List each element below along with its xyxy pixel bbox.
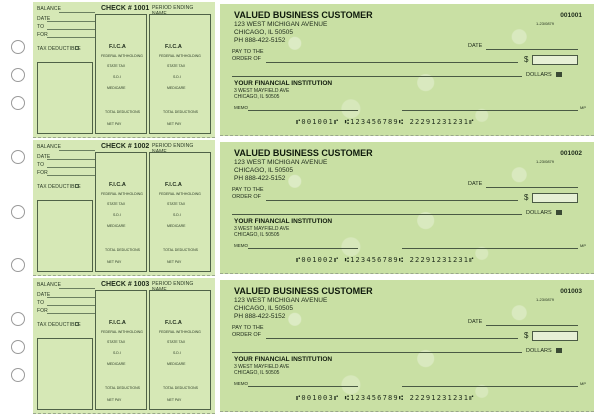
memo-label: MEMO xyxy=(234,381,248,386)
payee-line[interactable] xyxy=(266,62,518,63)
customer-name: VALUED BUSINESS CUSTOMER xyxy=(234,10,373,20)
micr-line: ⑈001003⑈ ⑆123456789⑆ 22291231231⑈ xyxy=(296,394,475,402)
stub-net-pay-label-2: NET PAY xyxy=(167,122,182,126)
pay-to-label: PAY TO THE xyxy=(232,49,264,55)
stub-period-ending-label: PERIOD ENDING xyxy=(152,5,194,11)
date-label: DATE xyxy=(468,43,483,49)
customer-address-2: CHICAGO, IL 50505 xyxy=(234,29,294,36)
signature-line[interactable] xyxy=(402,110,578,111)
stub-grid-right xyxy=(149,290,211,410)
stub-fica-label-2: F.I.C.A xyxy=(165,44,182,50)
binder-hole xyxy=(11,96,25,110)
date-line[interactable] xyxy=(486,187,578,188)
customer-address-2: CHICAGO, IL 50505 xyxy=(234,305,294,312)
currency-symbol: $ xyxy=(524,55,529,64)
lock-icon xyxy=(556,348,562,353)
customer-address-1: 123 WEST MICHIGAN AVENUE xyxy=(234,159,328,166)
order-of-label: ORDER OF xyxy=(232,194,262,200)
stub-medicare-label: MEDICARE xyxy=(107,224,126,228)
stub-balance-label: BALANCE xyxy=(37,144,62,150)
customer-phone: PH 888-422-5152 xyxy=(234,313,286,320)
stub-grid-left xyxy=(95,290,147,410)
dollars-label: DOLLARS xyxy=(526,210,552,216)
bank-address-2: CHICAGO, IL 50505 xyxy=(234,94,280,100)
binder-hole xyxy=(11,68,25,82)
customer-name: VALUED BUSINESS CUSTOMER xyxy=(234,148,373,158)
bank-address-1: 3 WEST MAYFIELD AVE xyxy=(234,88,290,94)
stub-total-deductions-label-2: TOTAL DEDUCTIONS xyxy=(163,386,198,390)
payee-line[interactable] xyxy=(266,338,518,339)
amount-box[interactable] xyxy=(532,331,578,341)
stub-net-pay-label: NET PAY xyxy=(107,122,122,126)
stub-total-deductions-label-2: TOTAL DEDUCTIONS xyxy=(163,110,198,114)
memo-label: MEMO xyxy=(234,243,248,248)
tax-deductible-checkbox[interactable] xyxy=(75,322,79,326)
stub-period-ending-label: PERIOD ENDING xyxy=(152,143,194,149)
mp-label: MP xyxy=(580,105,586,110)
check-stub xyxy=(33,278,215,414)
amount-box[interactable] xyxy=(532,55,578,65)
stub-fica-label: F.I.C.A xyxy=(109,182,126,188)
memo-line[interactable] xyxy=(248,110,358,111)
stub-deductions-grid xyxy=(37,62,93,134)
stub-balance-label: BALANCE xyxy=(37,6,62,12)
stub-date-label: DATE xyxy=(37,16,51,22)
stub-federal-label: FEDERAL WITHHOLDING xyxy=(101,54,143,58)
customer-phone: PH 888-422-5152 xyxy=(234,37,286,44)
dollars-label: DOLLARS xyxy=(526,72,552,78)
binder-hole xyxy=(11,340,25,354)
stub-federal-label-2: FEDERAL WITHHOLDING xyxy=(159,54,201,58)
stub-grid-left xyxy=(95,152,147,272)
stub-state-tax-label: STATE TAX xyxy=(107,202,126,206)
amount-words-line[interactable] xyxy=(232,76,522,77)
stub-tax-deductible-label: TAX DEDUCTIBLE xyxy=(37,322,81,328)
stub-fica-label-2: F.I.C.A xyxy=(165,320,182,326)
stub-name-label: NAME xyxy=(152,287,167,293)
stub-state-tax-label-2: STATE TAX xyxy=(167,64,186,68)
stub-fica-label: F.I.C.A xyxy=(109,320,126,326)
stub-grid-right xyxy=(149,152,211,272)
memo-line[interactable] xyxy=(248,386,358,387)
pay-to-label: PAY TO THE xyxy=(232,187,264,193)
mp-label: MP xyxy=(580,243,586,248)
check-body xyxy=(220,142,594,274)
signature-line[interactable] xyxy=(402,248,578,249)
stub-for-label: FOR xyxy=(37,32,48,38)
stub-sdi-label-2: S.D.I xyxy=(173,351,181,355)
memo-label: MEMO xyxy=(234,105,248,110)
currency-symbol: $ xyxy=(524,331,529,340)
bank-address-2: CHICAGO, IL 50505 xyxy=(234,370,280,376)
customer-phone: PH 888-422-5152 xyxy=(234,175,286,182)
stub-net-pay-label-2: NET PAY xyxy=(167,260,182,264)
stub-period-ending-label: PERIOD ENDING xyxy=(152,281,194,287)
tax-deductible-checkbox[interactable] xyxy=(75,46,79,50)
stub-medicare-label-2: MEDICARE xyxy=(167,86,186,90)
stub-net-pay-label: NET PAY xyxy=(107,398,122,402)
check-stub xyxy=(33,2,215,138)
binder-hole xyxy=(11,40,25,54)
stub-tax-deductible-label: TAX DEDUCTIBLE xyxy=(37,184,81,190)
stub-date-label: DATE xyxy=(37,292,51,298)
stub-sdi-label-2: S.D.I xyxy=(173,213,181,217)
micr-line: ⑈001001⑈ ⑆123456789⑆ 22291231231⑈ xyxy=(296,118,475,126)
stub-fica-label: F.I.C.A xyxy=(109,44,126,50)
date-line[interactable] xyxy=(486,325,578,326)
stub-to-label: TO xyxy=(37,162,45,168)
routing-fraction: 1-23/0879 xyxy=(535,21,554,26)
stub-federal-label-2: FEDERAL WITHHOLDING xyxy=(159,330,201,334)
stub-check-number: CHECK # 1003 xyxy=(101,281,150,288)
routing-fraction: 1-23/0879 xyxy=(535,159,554,164)
stub-sdi-label: S.D.I xyxy=(113,213,121,217)
stub-medicare-label: MEDICARE xyxy=(107,86,126,90)
date-label: DATE xyxy=(468,319,483,325)
stub-federal-label-2: FEDERAL WITHHOLDING xyxy=(159,192,201,196)
lock-icon xyxy=(556,210,562,215)
order-of-label: ORDER OF xyxy=(232,56,262,62)
stub-grid-left xyxy=(95,14,147,134)
check-number: 001001 xyxy=(560,12,582,19)
stub-check-number: CHECK # 1002 xyxy=(101,143,150,150)
stub-tax-deductible-label: TAX DEDUCTIBLE xyxy=(37,46,81,52)
check-body xyxy=(220,280,594,412)
binder-hole xyxy=(11,368,25,382)
stub-to-label: TO xyxy=(37,24,45,30)
amount-words-line[interactable] xyxy=(232,214,522,215)
stub-medicare-label: MEDICARE xyxy=(107,362,126,366)
stub-state-tax-label: STATE TAX xyxy=(107,340,126,344)
customer-address-2: CHICAGO, IL 50505 xyxy=(234,167,294,174)
signature-line[interactable] xyxy=(402,386,578,387)
amount-box[interactable] xyxy=(532,193,578,203)
bank-address-2: CHICAGO, IL 50505 xyxy=(234,232,280,238)
stub-total-deductions-label: TOTAL DEDUCTIONS xyxy=(105,110,140,114)
check-body xyxy=(220,4,594,136)
stub-total-deductions-label: TOTAL DEDUCTIONS xyxy=(105,248,140,252)
customer-address-1: 123 WEST MICHIGAN AVENUE xyxy=(234,21,328,28)
pay-to-label: PAY TO THE xyxy=(232,325,264,331)
stub-medicare-label-2: MEDICARE xyxy=(167,362,186,366)
date-line[interactable] xyxy=(486,49,578,50)
binder-hole xyxy=(11,150,25,164)
stub-sdi-label-2: S.D.I xyxy=(173,75,181,79)
customer-name: VALUED BUSINESS CUSTOMER xyxy=(234,286,373,296)
amount-words-line[interactable] xyxy=(232,352,522,353)
memo-line[interactable] xyxy=(248,248,358,249)
bank-name: YOUR FINANCIAL INSTITUTION xyxy=(234,356,333,363)
bank-name: YOUR FINANCIAL INSTITUTION xyxy=(234,80,333,87)
stub-state-tax-label-2: STATE TAX xyxy=(167,340,186,344)
stub-sdi-label: S.D.I xyxy=(113,75,121,79)
check-number: 001003 xyxy=(560,288,582,295)
stub-sdi-label: S.D.I xyxy=(113,351,121,355)
stub-name-label: NAME xyxy=(152,11,167,17)
stub-net-pay-label: NET PAY xyxy=(107,260,122,264)
date-label: DATE xyxy=(468,181,483,187)
check-number: 001002 xyxy=(560,150,582,157)
binder-hole xyxy=(11,312,25,326)
check-stub xyxy=(33,140,215,276)
stub-grid-right xyxy=(149,14,211,134)
order-of-label: ORDER OF xyxy=(232,332,262,338)
stub-total-deductions-label-2: TOTAL DEDUCTIONS xyxy=(163,248,198,252)
stub-deductions-grid xyxy=(37,200,93,272)
micr-line: ⑈001002⑈ ⑆123456789⑆ 22291231231⑈ xyxy=(296,256,475,264)
stub-state-tax-label: STATE TAX xyxy=(107,64,126,68)
stub-for-label: FOR xyxy=(37,308,48,314)
bank-address-1: 3 WEST MAYFIELD AVE xyxy=(234,226,290,232)
dollars-label: DOLLARS xyxy=(526,348,552,354)
stub-medicare-label-2: MEDICARE xyxy=(167,224,186,228)
routing-fraction: 1-23/0879 xyxy=(535,297,554,302)
lock-icon xyxy=(556,72,562,77)
stub-fica-label-2: F.I.C.A xyxy=(165,182,182,188)
stub-to-label: TO xyxy=(37,300,45,306)
currency-symbol: $ xyxy=(524,193,529,202)
bank-name: YOUR FINANCIAL INSTITUTION xyxy=(234,218,333,225)
mp-label: MP xyxy=(580,381,586,386)
stub-state-tax-label-2: STATE TAX xyxy=(167,202,186,206)
payee-line[interactable] xyxy=(266,200,518,201)
stub-federal-label: FEDERAL WITHHOLDING xyxy=(101,330,143,334)
customer-address-1: 123 WEST MICHIGAN AVENUE xyxy=(234,297,328,304)
binder-hole xyxy=(11,205,25,219)
stub-for-label: FOR xyxy=(37,170,48,176)
stub-name-label: NAME xyxy=(152,149,167,155)
stub-check-number: CHECK # 1001 xyxy=(101,5,150,12)
stub-balance-label: BALANCE xyxy=(37,282,62,288)
stub-deductions-grid xyxy=(37,338,93,410)
stub-date-label: DATE xyxy=(37,154,51,160)
bank-address-1: 3 WEST MAYFIELD AVE xyxy=(234,364,290,370)
binder-hole xyxy=(11,258,25,272)
stub-federal-label: FEDERAL WITHHOLDING xyxy=(101,192,143,196)
stub-total-deductions-label: TOTAL DEDUCTIONS xyxy=(105,386,140,390)
stub-net-pay-label-2: NET PAY xyxy=(167,398,182,402)
tax-deductible-checkbox[interactable] xyxy=(75,184,79,188)
